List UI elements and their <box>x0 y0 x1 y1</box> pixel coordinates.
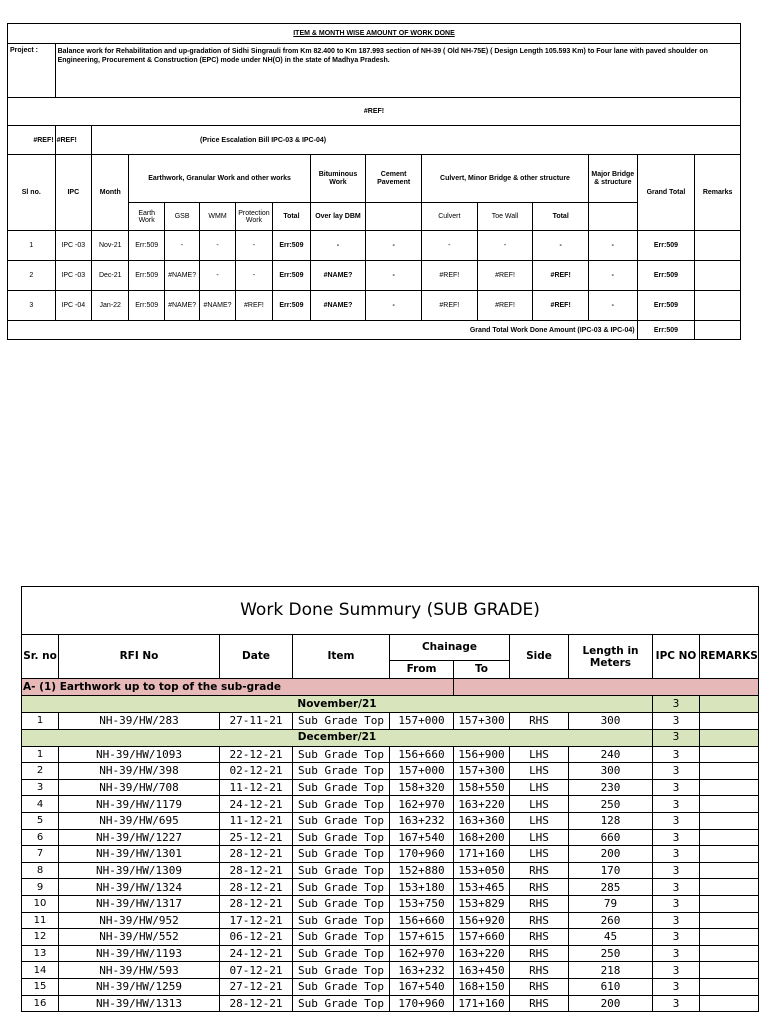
cell-from: 156+660 <box>390 912 454 929</box>
cell-month: Jan-22 <box>92 291 129 321</box>
cell-item: Sub Grade Top <box>293 862 390 879</box>
cell-rfi-no: NH-39/HW/593 <box>59 962 220 979</box>
cell-from: 170+960 <box>390 995 454 1012</box>
cell-sr-no: 13 <box>22 945 59 962</box>
cell-protection-work: #REF! <box>235 291 272 321</box>
col-header-length: Length in Meters <box>569 635 653 679</box>
cell-length: 218 <box>569 962 653 979</box>
cell-from: 170+960 <box>390 846 454 863</box>
cell-to: 163+450 <box>454 962 510 979</box>
cell-sr-no: 15 <box>22 978 59 995</box>
cell-from: 156+660 <box>390 746 454 763</box>
cell-ipc-no: 3 <box>653 879 700 896</box>
cell-from: 167+540 <box>390 829 454 846</box>
col-header-rfi-no: RFI No <box>59 635 220 679</box>
cell-side: RHS <box>510 895 569 912</box>
cell-remarks <box>700 846 759 863</box>
cell-length: 250 <box>569 945 653 962</box>
cell-overlay-dbm: #NAME? <box>310 291 366 321</box>
cell-side: RHS <box>510 995 569 1012</box>
cell-remarks <box>700 978 759 995</box>
cell-length: 128 <box>569 812 653 829</box>
col-header-total: Total <box>273 203 310 231</box>
cell-item: Sub Grade Top <box>293 713 390 730</box>
cell-ipc-no: 3 <box>653 829 700 846</box>
cell-remarks <box>700 879 759 896</box>
cell-item: Sub Grade Top <box>293 929 390 946</box>
sub-grade-summary-table <box>21 586 759 1012</box>
cell-ipc-no: 3 <box>653 978 700 995</box>
table-row <box>22 912 759 929</box>
table-row <box>22 779 759 796</box>
cell-side: LHS <box>510 829 569 846</box>
cell-earth-work: Err:509 <box>129 291 164 321</box>
cell-item: Sub Grade Top <box>293 746 390 763</box>
cell-remarks <box>700 829 759 846</box>
cell-sr-no: 16 <box>22 995 59 1012</box>
month-remarks-december <box>700 729 759 746</box>
cell-ipc-no: 3 <box>653 895 700 912</box>
cell-from: 157+000 <box>390 763 454 780</box>
cell-remarks <box>700 796 759 813</box>
cell-ipc: IPC -04 <box>55 291 91 321</box>
cell-sr-no: 10 <box>22 895 59 912</box>
cell-length: 79 <box>569 895 653 912</box>
cell-side: RHS <box>510 978 569 995</box>
cell-date: 25-12-21 <box>220 829 293 846</box>
cell-date: 24-12-21 <box>220 796 293 813</box>
cell-to: 157+660 <box>454 929 510 946</box>
table-row <box>22 713 759 730</box>
cell-sr-no: 11 <box>22 912 59 929</box>
cell-to: 163+220 <box>454 796 510 813</box>
col-header-ipc: IPC <box>55 155 91 231</box>
cell-length: 250 <box>569 796 653 813</box>
cell-to: 168+200 <box>454 829 510 846</box>
table-row <box>22 962 759 979</box>
col-header-to: To <box>454 661 510 679</box>
cell-ipc-no: 3 <box>653 962 700 979</box>
col-header-culvert-group: Culvert, Minor Bridge & other structure <box>421 155 588 203</box>
cell-ipc: IPC -03 <box>55 261 91 291</box>
cell-sl: 1 <box>8 231 56 261</box>
cell-length: 300 <box>569 763 653 780</box>
cell-rfi-no: NH-39/HW/1309 <box>59 862 220 879</box>
cell-total: Err:509 <box>273 231 310 261</box>
cell-remarks <box>700 779 759 796</box>
col-header-remarks: REMARKS <box>700 635 759 679</box>
cell-to: 157+300 <box>454 763 510 780</box>
table-row <box>22 995 759 1012</box>
cell-ipc-no: 3 <box>653 846 700 863</box>
cell-rfi-no: NH-39/HW/708 <box>59 779 220 796</box>
cell-cement: - <box>366 261 422 291</box>
col-header-earth-work: Earth Work <box>129 203 164 231</box>
ref-error-small: #REF! <box>8 126 56 155</box>
cell-ipc-no: 3 <box>653 796 700 813</box>
col-header-side: Side <box>510 635 569 679</box>
cell-from: 157+615 <box>390 929 454 946</box>
cell-from: 153+750 <box>390 895 454 912</box>
col-header-month: Month <box>92 155 129 231</box>
cell-item: Sub Grade Top <box>293 945 390 962</box>
cell-sr-no: 7 <box>22 846 59 863</box>
cell-gsb: #NAME? <box>164 261 199 291</box>
cell-gsb: - <box>164 231 199 261</box>
project-label: Project : <box>8 44 56 98</box>
cell-date: 06-12-21 <box>220 929 293 946</box>
cell-culvert-total: #REF! <box>533 261 589 291</box>
table-row <box>22 945 759 962</box>
cell-date: 28-12-21 <box>220 862 293 879</box>
cell-to: 158+550 <box>454 779 510 796</box>
cell-from: 163+232 <box>390 962 454 979</box>
table-row <box>22 829 759 846</box>
col-header-ipc-no: IPC NO <box>653 635 700 679</box>
cell-protection-work: - <box>235 261 272 291</box>
month-remarks-november <box>700 696 759 713</box>
cell-major-bridge: - <box>589 261 638 291</box>
cell-remarks <box>700 962 759 979</box>
col-header-sl: Sl no. <box>8 155 56 231</box>
table-row <box>8 291 741 321</box>
cell-date: 28-12-21 <box>220 879 293 896</box>
cell-sr-no: 4 <box>22 796 59 813</box>
cell-remarks <box>700 945 759 962</box>
cell-culvert-total: #REF! <box>533 291 589 321</box>
col-header-toe-wall: Toe Wall <box>477 203 533 231</box>
month-ipc-december: 3 <box>653 729 700 746</box>
cell-to: 171+160 <box>454 846 510 863</box>
cell-ipc-no: 3 <box>653 713 700 730</box>
cell-length: 285 <box>569 879 653 896</box>
table-row <box>22 978 759 995</box>
cell-grand-total: Err:509 <box>637 261 695 291</box>
cell-to: 156+920 <box>454 912 510 929</box>
cell-rfi-no: NH-39/HW/398 <box>59 763 220 780</box>
cell-item: Sub Grade Top <box>293 879 390 896</box>
col-header-earthwork-group: Earthwork, Granular Work and other works <box>129 155 310 203</box>
cell-ipc: IPC -03 <box>55 231 91 261</box>
ref-error-row: #REF! <box>8 98 741 126</box>
col-header-culvert-total: Total <box>533 203 589 231</box>
bill-title: (Price Escalation Bill IPC-03 & IPC-04) <box>92 126 741 155</box>
cell-earth-work: Err:509 <box>129 261 164 291</box>
col-header-grand-total: Grand Total <box>637 155 695 231</box>
cell-major-bridge: - <box>589 291 638 321</box>
cell-sl: 3 <box>8 291 56 321</box>
cell-ipc-no: 3 <box>653 912 700 929</box>
cell-cement: - <box>366 291 422 321</box>
cell-ipc-no: 3 <box>653 945 700 962</box>
cell-sr-no: 5 <box>22 812 59 829</box>
cell-to: 157+300 <box>454 713 510 730</box>
month-ipc-november: 3 <box>653 696 700 713</box>
table-row <box>22 862 759 879</box>
cell-ipc-no: 3 <box>653 862 700 879</box>
cell-side: LHS <box>510 779 569 796</box>
cell-ipc-no: 3 <box>653 812 700 829</box>
cell-sr-no: 6 <box>22 829 59 846</box>
col-header-item: Item <box>293 635 390 679</box>
col-header-date: Date <box>220 635 293 679</box>
table-row <box>22 895 759 912</box>
grand-total-value: Err:509 <box>637 321 695 340</box>
cell-side: LHS <box>510 763 569 780</box>
col-header-cement-sub <box>366 203 422 231</box>
cell-rfi-no: NH-39/HW/1317 <box>59 895 220 912</box>
col-header-remarks: Remarks <box>695 155 741 231</box>
cell-date: 28-12-21 <box>220 995 293 1012</box>
cell-item: Sub Grade Top <box>293 812 390 829</box>
cell-side: LHS <box>510 812 569 829</box>
cell-toe-wall: #REF! <box>477 291 533 321</box>
table-row <box>22 763 759 780</box>
cell-item: Sub Grade Top <box>293 995 390 1012</box>
cell-length: 170 <box>569 862 653 879</box>
cell-to: 163+360 <box>454 812 510 829</box>
cell-month: Dec-21 <box>92 261 129 291</box>
cell-from: 153+180 <box>390 879 454 896</box>
cell-gsb: #NAME? <box>164 291 199 321</box>
cell-sr-no: 1 <box>22 746 59 763</box>
cell-date: 11-12-21 <box>220 779 293 796</box>
cell-rfi-no: NH-39/HW/1093 <box>59 746 220 763</box>
cell-ipc-no: 3 <box>653 995 700 1012</box>
cell-rfi-no: NH-39/HW/1324 <box>59 879 220 896</box>
cell-cement: - <box>366 231 422 261</box>
cell-from: 162+970 <box>390 796 454 813</box>
cell-ipc-no: 3 <box>653 763 700 780</box>
cell-remarks <box>700 763 759 780</box>
table-row <box>22 812 759 829</box>
cell-sr-no: 2 <box>22 763 59 780</box>
cell-item: Sub Grade Top <box>293 912 390 929</box>
cell-grand-total: Err:509 <box>637 291 695 321</box>
cell-length: 260 <box>569 912 653 929</box>
cell-earth-work: Err:509 <box>129 231 164 261</box>
col-header-culvert: Culvert <box>421 203 477 231</box>
cell-total: Err:509 <box>273 261 310 291</box>
cell-culvert: #REF! <box>421 291 477 321</box>
cell-date: 27-12-21 <box>220 978 293 995</box>
summary-title: Work Done Summury (SUB GRADE) <box>22 587 759 635</box>
cell-wmm: - <box>200 231 235 261</box>
cell-rfi-no: NH-39/HW/695 <box>59 812 220 829</box>
cell-remarks <box>700 862 759 879</box>
cell-item: Sub Grade Top <box>293 895 390 912</box>
cell-wmm: #NAME? <box>200 291 235 321</box>
cell-remarks <box>700 746 759 763</box>
col-header-from: From <box>390 661 454 679</box>
cell-item: Sub Grade Top <box>293 829 390 846</box>
cell-length: 45 <box>569 929 653 946</box>
cell-item: Sub Grade Top <box>293 978 390 995</box>
cell-overlay-dbm: - <box>310 231 366 261</box>
table-row <box>22 746 759 763</box>
cell-culvert: #REF! <box>421 261 477 291</box>
cell-date: 17-12-21 <box>220 912 293 929</box>
cell-side: RHS <box>510 912 569 929</box>
cell-item: Sub Grade Top <box>293 779 390 796</box>
cell-ipc-no: 3 <box>653 929 700 946</box>
cell-to: 171+160 <box>454 995 510 1012</box>
col-header-overlay-dbm: Over lay DBM <box>310 203 366 231</box>
cell-ipc-no: 3 <box>653 779 700 796</box>
cell-side: RHS <box>510 945 569 962</box>
col-header-gsb: GSB <box>164 203 199 231</box>
table-row <box>22 846 759 863</box>
cell-length: 230 <box>569 779 653 796</box>
cell-item: Sub Grade Top <box>293 846 390 863</box>
table-row <box>8 261 741 291</box>
cell-length: 660 <box>569 829 653 846</box>
cell-date: 28-12-21 <box>220 846 293 863</box>
cell-from: 152+880 <box>390 862 454 879</box>
cell-date: 11-12-21 <box>220 812 293 829</box>
cell-sl: 2 <box>8 261 56 291</box>
cell-from: 157+000 <box>390 713 454 730</box>
cell-total: Err:509 <box>273 291 310 321</box>
cell-date: 07-12-21 <box>220 962 293 979</box>
col-header-wmm: WMM <box>200 203 235 231</box>
cell-wmm: - <box>200 261 235 291</box>
cell-remarks <box>700 912 759 929</box>
cell-to: 153+050 <box>454 862 510 879</box>
cell-date: 28-12-21 <box>220 895 293 912</box>
cell-length: 200 <box>569 846 653 863</box>
cell-remarks <box>700 895 759 912</box>
col-header-chainage: Chainage <box>390 635 510 661</box>
cell-rfi-no: NH-39/HW/952 <box>59 912 220 929</box>
cell-from: 167+540 <box>390 978 454 995</box>
cell-length: 610 <box>569 978 653 995</box>
cell-to: 163+220 <box>454 945 510 962</box>
cell-culvert: - <box>421 231 477 261</box>
cell-to: 156+900 <box>454 746 510 763</box>
cell-from: 163+232 <box>390 812 454 829</box>
cell-rfi-no: NH-39/HW/1259 <box>59 978 220 995</box>
cell-to: 153+465 <box>454 879 510 896</box>
cell-toe-wall: - <box>477 231 533 261</box>
cell-toe-wall: #REF! <box>477 261 533 291</box>
col-header-sr-no: Sr. no <box>22 635 59 679</box>
cell-side: RHS <box>510 713 569 730</box>
cell-to: 153+829 <box>454 895 510 912</box>
cell-sr-no: 8 <box>22 862 59 879</box>
sheet-title: ITEM & MONTH WISE AMOUNT OF WORK DONE <box>8 24 741 44</box>
cell-remarks <box>700 812 759 829</box>
cell-grand-total: Err:509 <box>637 231 695 261</box>
grand-total-label: Grand Total Work Done Amount (IPC-03 & IPC-04) <box>8 321 638 340</box>
table-row <box>22 796 759 813</box>
cell-length: 300 <box>569 713 653 730</box>
month-header-november: November/21 <box>22 696 653 713</box>
project-description: Balance work for Rehabilitation and up-gradation of Sidhi Singrauli from Km 82.400 to Km 187.993 section of NH-39 ( Old NH-75E) ( Design Length 105.593 Km) to Four lane with paved shoulder on Engineering, Procurement & Construction (EPC) mode under NH(O) in the state of Madhya Pradesh. <box>55 44 740 98</box>
cell-item: Sub Grade Top <box>293 763 390 780</box>
cell-sr-no: 3 <box>22 779 59 796</box>
cell-sr-no: 9 <box>22 879 59 896</box>
cell-date: 24-12-21 <box>220 945 293 962</box>
col-header-bituminous: Bituminous Work <box>310 155 366 203</box>
cell-protection-work: - <box>235 231 272 261</box>
cell-major-bridge: - <box>589 231 638 261</box>
cell-side: LHS <box>510 796 569 813</box>
col-header-cement: Cement Pavement <box>366 155 422 203</box>
cell-rfi-no: NH-39/HW/1227 <box>59 829 220 846</box>
cell-from: 162+970 <box>390 945 454 962</box>
cell-date: 27-11-21 <box>220 713 293 730</box>
col-header-major-sub <box>589 203 638 231</box>
cell-rfi-no: NH-39/HW/552 <box>59 929 220 946</box>
cell-item: Sub Grade Top <box>293 962 390 979</box>
grand-total-remarks <box>695 321 741 340</box>
cell-length: 240 <box>569 746 653 763</box>
cell-side: LHS <box>510 746 569 763</box>
cell-ipc-no: 3 <box>653 746 700 763</box>
cell-rfi-no: NH-39/HW/1313 <box>59 995 220 1012</box>
table-row <box>8 231 741 261</box>
section-label-fill <box>454 679 759 696</box>
cell-from: 158+320 <box>390 779 454 796</box>
col-header-major-bridge: Major Bridge & structure <box>589 155 638 203</box>
cell-rfi-no: NH-39/HW/1193 <box>59 945 220 962</box>
table-row <box>22 879 759 896</box>
cell-side: RHS <box>510 962 569 979</box>
cell-culvert-total: - <box>533 231 589 261</box>
month-header-december: December/21 <box>22 729 653 746</box>
cell-rfi-no: NH-39/HW/1301 <box>59 846 220 863</box>
cell-side: RHS <box>510 879 569 896</box>
cell-item: Sub Grade Top <box>293 796 390 813</box>
cell-to: 168+150 <box>454 978 510 995</box>
cell-rfi-no: NH-39/HW/1179 <box>59 796 220 813</box>
cell-side: RHS <box>510 929 569 946</box>
cell-overlay-dbm: #NAME? <box>310 261 366 291</box>
cell-remarks <box>700 713 759 730</box>
section-label: A- (1) Earthwork up to top of the sub-grade <box>22 679 454 696</box>
cell-side: LHS <box>510 846 569 863</box>
cell-sr-no: 14 <box>22 962 59 979</box>
cell-rfi-no: NH-39/HW/283 <box>59 713 220 730</box>
cell-date: 02-12-21 <box>220 763 293 780</box>
table-row <box>22 929 759 946</box>
cell-remarks <box>695 291 741 321</box>
cell-month: Nov-21 <box>92 231 129 261</box>
ref-error-big: #REF! <box>55 126 91 155</box>
cell-side: RHS <box>510 862 569 879</box>
cell-remarks <box>700 995 759 1012</box>
cell-sr-no: 12 <box>22 929 59 946</box>
work-done-amount-table <box>7 23 741 340</box>
cell-length: 200 <box>569 995 653 1012</box>
cell-date: 22-12-21 <box>220 746 293 763</box>
cell-remarks <box>695 261 741 291</box>
cell-remarks <box>700 929 759 946</box>
col-header-protection-work: Protection Work <box>235 203 272 231</box>
cell-sr-no: 1 <box>22 713 59 730</box>
cell-remarks <box>695 231 741 261</box>
